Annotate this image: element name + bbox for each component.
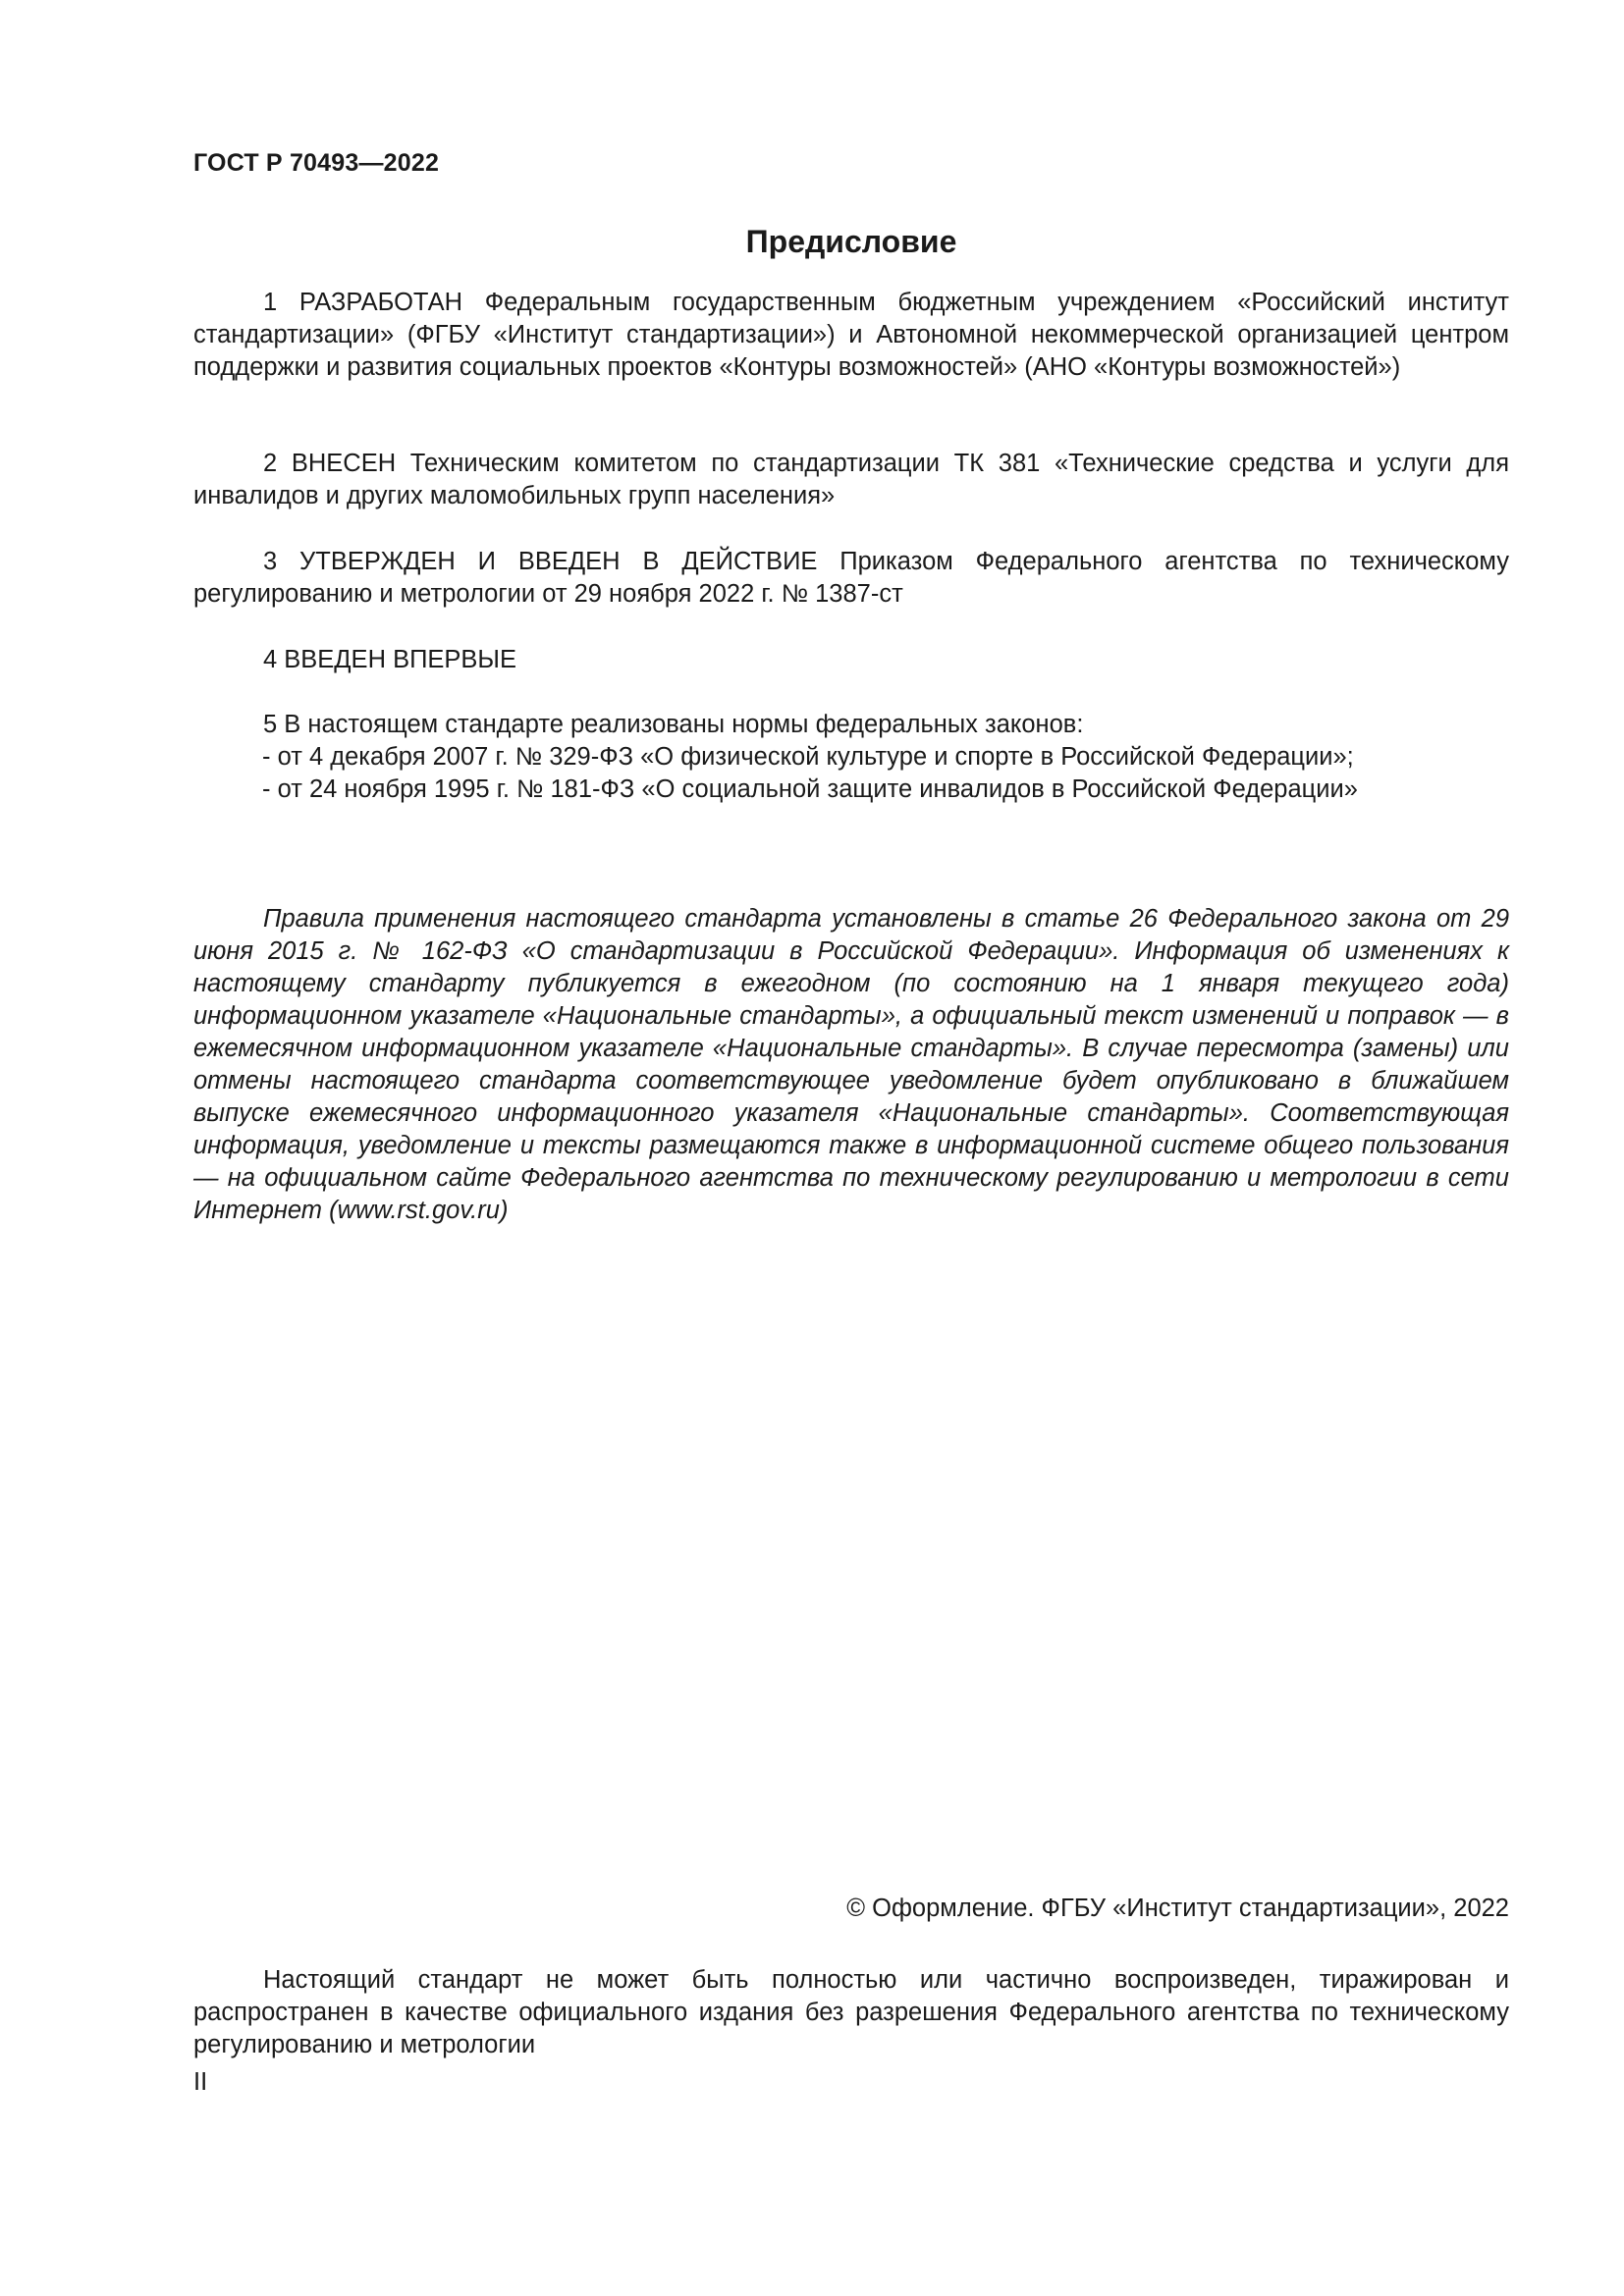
section-2-text: 2 ВНЕСЕН Техническим комитетом по стандартизации ТК 381 «Технические средства и услуги для инвалидов и других маломобильных групп населения» xyxy=(193,450,1509,509)
section-3 xyxy=(193,546,1509,611)
section-4-text: 4 ВВЕДЕН ВПЕРВЫЕ xyxy=(263,646,517,673)
section-3-text: 3 УТВЕРЖДЕН И ВВЕДЕН В ДЕЙСТВИЕ Приказом Федерального агентства по техническому регулированию и метрологии от 29 ноября 2022 г. № 1387-ст xyxy=(193,548,1509,608)
document-code: ГОСТ Р 70493—2022 xyxy=(193,149,440,177)
section-2 xyxy=(193,448,1509,512)
section-4 xyxy=(193,644,1509,676)
section-5 xyxy=(193,709,1509,806)
rules-note: Правила применения настоящего стандарта установлены в статье 26 Федерального закона от 29 июня 2015 г. № 162-ФЗ «О стандартизации в Российской Федерации». Информация об изменениях к настоящему стандарту публикуется в ежегодном (по состоянию на 1 января текущего года) информационном указателе «Национальные стандарты», а официальный текст изменений и поправок — в ежемесячном информационном указателе «Национальные стандарты». В случае пересмотра (замены) или отмены настоящего стандарта соответствующее уведомление будет опубликовано в ближайшем выпуске ежемесячного информационного указателя «Национальные стандарты». Соответствующая информация, уведомление и тексты размещаются также в информационной системе общего пользования — на официальном сайте Федерального агентства по техническому регулированию и метрологии в сети Интернет (www.rst.gov.ru) xyxy=(193,905,1509,1224)
copyright-line: © Оформление. ФГБУ «Институт стандартизации», 2022 xyxy=(846,1895,1509,1922)
section-1-text: 1 РАЗРАБОТАН Федеральным государственным бюджетным учреждением «Российский институт стандартизации» (ФГБУ «Институт стандартизации») и Автономной некоммерческой организацией центром поддержки и развития социальных проектов «Контуры возможностей» (АНО «Контуры возможностей») xyxy=(193,289,1509,381)
page-title: Предисловие xyxy=(745,224,957,259)
section-1 xyxy=(193,287,1509,384)
law-list xyxy=(193,741,1509,806)
reproduction-notice: Настоящий стандарт не может быть полностью или частично воспроизведен, тиражирован и распространен в качестве официального издания без разрешения Федерального агентства по техническому регулированию и метрологии xyxy=(193,1966,1509,2058)
section-5-intro: 5 В настоящем стандарте реализованы нормы федеральных законов: xyxy=(263,711,1084,738)
list-item: - от 24 ноября 1995 г. № 181-ФЗ «О социальной защите инвалидов в Российской Федерации» xyxy=(262,775,1358,803)
page-number: II xyxy=(193,2068,208,2096)
list-item: - от 4 декабря 2007 г. № 329-ФЗ «О физической культуре и спорте в Российской Федерации»; xyxy=(262,743,1354,771)
